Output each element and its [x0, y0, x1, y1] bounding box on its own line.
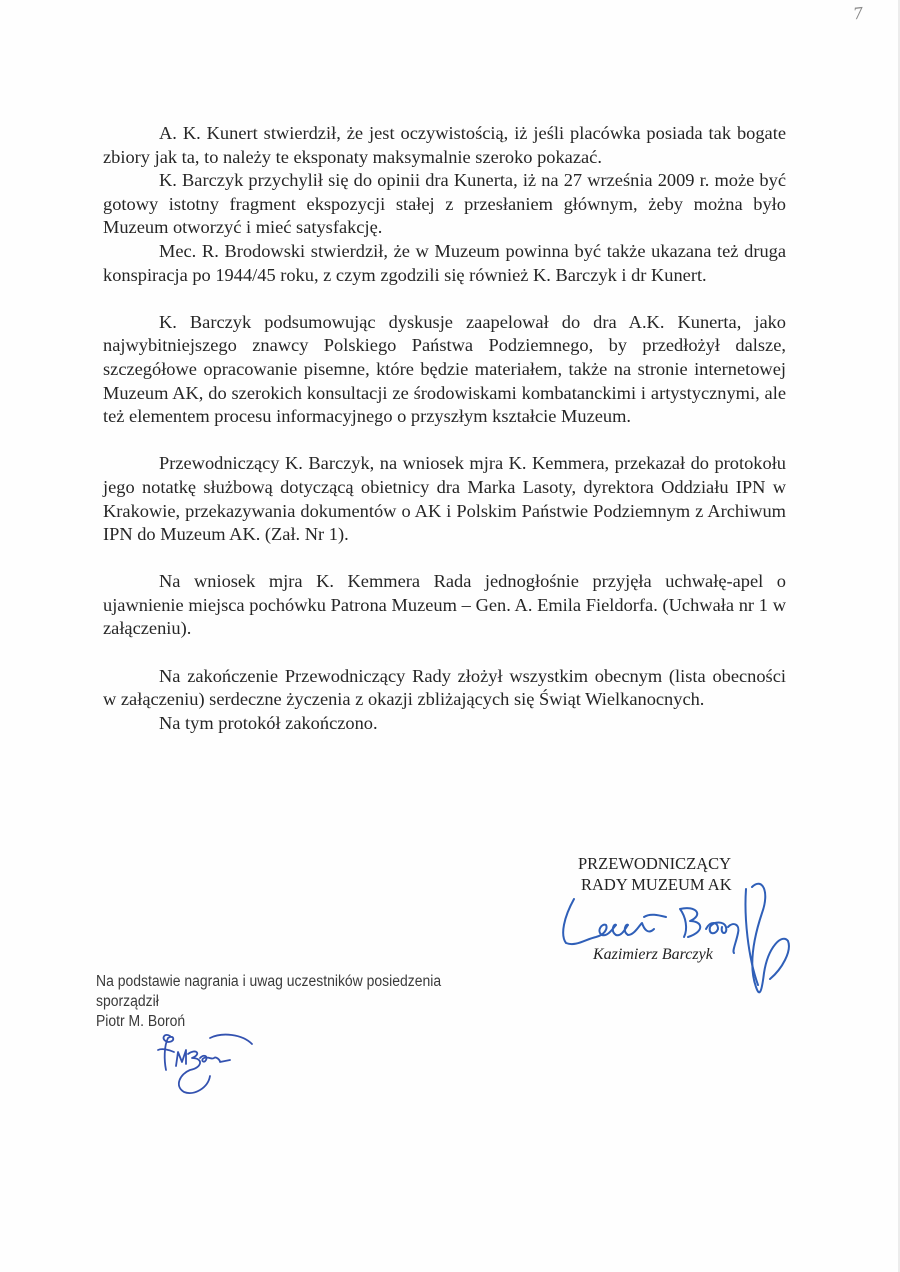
- boron-signature-icon: [150, 1030, 260, 1110]
- chairman-signature-block: [578, 853, 808, 963]
- protocol-body: [103, 122, 786, 735]
- paragraph-closing-wishes: Na zakończenie Przewodniczący Rady złożył wszystkim obecnym (lista obecności w załączeniu) serdeczne życzenia z okazji zbliżających się Świąt Wielkanocnych.: [103, 665, 786, 710]
- paragraph-barczyk-opinion: K. Barczyk przychylił się do opinii dra Kunerta, iż na 27 września 2009 r. może być gotowy istotny fragment ekspozycji stałej z przesłaniem głównym, żeby można było Muzeum otworzyć i mieć satysfakcję.: [103, 170, 786, 238]
- signature-title-line-2: RADY MUZEUM AK: [581, 875, 732, 894]
- paragraph-resolution: Na wniosek mjra K. Kemmera Rada jednogłośnie przyjęła uchwałę-apel o ujawnienie miejsca pochówku Patrona Muzeum – Gen. A. Emila Fieldorfa. (Uchwała nr 1 w załączeniu).: [103, 571, 786, 639]
- paragraph-protocol-end: Na tym protokół zakończono.: [159, 712, 378, 733]
- signature-title-line-1: PRZEWODNICZĄCY: [578, 854, 732, 873]
- handwritten-signature-icon: [556, 877, 816, 1007]
- prepared-by-name: Piotr M. Boroń: [96, 1013, 186, 1030]
- paragraph-kemmer-note: Przewodniczący K. Barczyk, na wniosek mjra K. Kemmera, przekazał do protokołu jego notatkę służbową dotyczącą obietnicy dra Marka Lasoty, dyrektora Oddziału IPN w Krakowie, przekazywania dokumentów o AK i Polskim Państwie Podziemnym z Archiwum IPN do Muzeum AK. (Zał. Nr 1).: [103, 453, 786, 545]
- prepared-by-line-1: Na podstawie nagrania i uwag uczestników posiedzenia: [96, 973, 442, 990]
- paragraph-barczyk-summary: K. Barczyk podsumowując dyskusje zaapelował do dra A.K. Kunerta, jako najwybitniejszego znawcy Polskiego Państwa Podziemnego, by przedłożył dalsze, szczegółowe opracowanie pisemne, które będzie materiałem, także na stronie internetowej Muzeum AK, do szerokich konsultacji ze środowiskami kombatanckimi i artystycznymi, ale też elementem procesu informacyjnego o przyszłym kształcie Muzeum.: [103, 311, 786, 427]
- prepared-by-line-2: sporządził: [96, 993, 159, 1010]
- paragraph-brodowski: Mec. R. Brodowski stwierdził, że w Muzeum powinna być także ukazana też druga konspiracja po 1944/45 roku, z czym zgodzili się również K. Barczyk i dr Kunert.: [103, 240, 786, 285]
- prepared-by-note: [96, 972, 474, 1032]
- paragraph-kunert: A. K. Kunert stwierdził, że jest oczywistością, iż jeśli placówka posiada tak bogate zbiory jak ta, to należy te eksponaty maksymalnie szeroko pokazać.: [103, 123, 786, 167]
- handwritten-page-number: 7: [852, 3, 865, 24]
- signature-printed-name: Kazimierz Barczyk: [593, 946, 713, 963]
